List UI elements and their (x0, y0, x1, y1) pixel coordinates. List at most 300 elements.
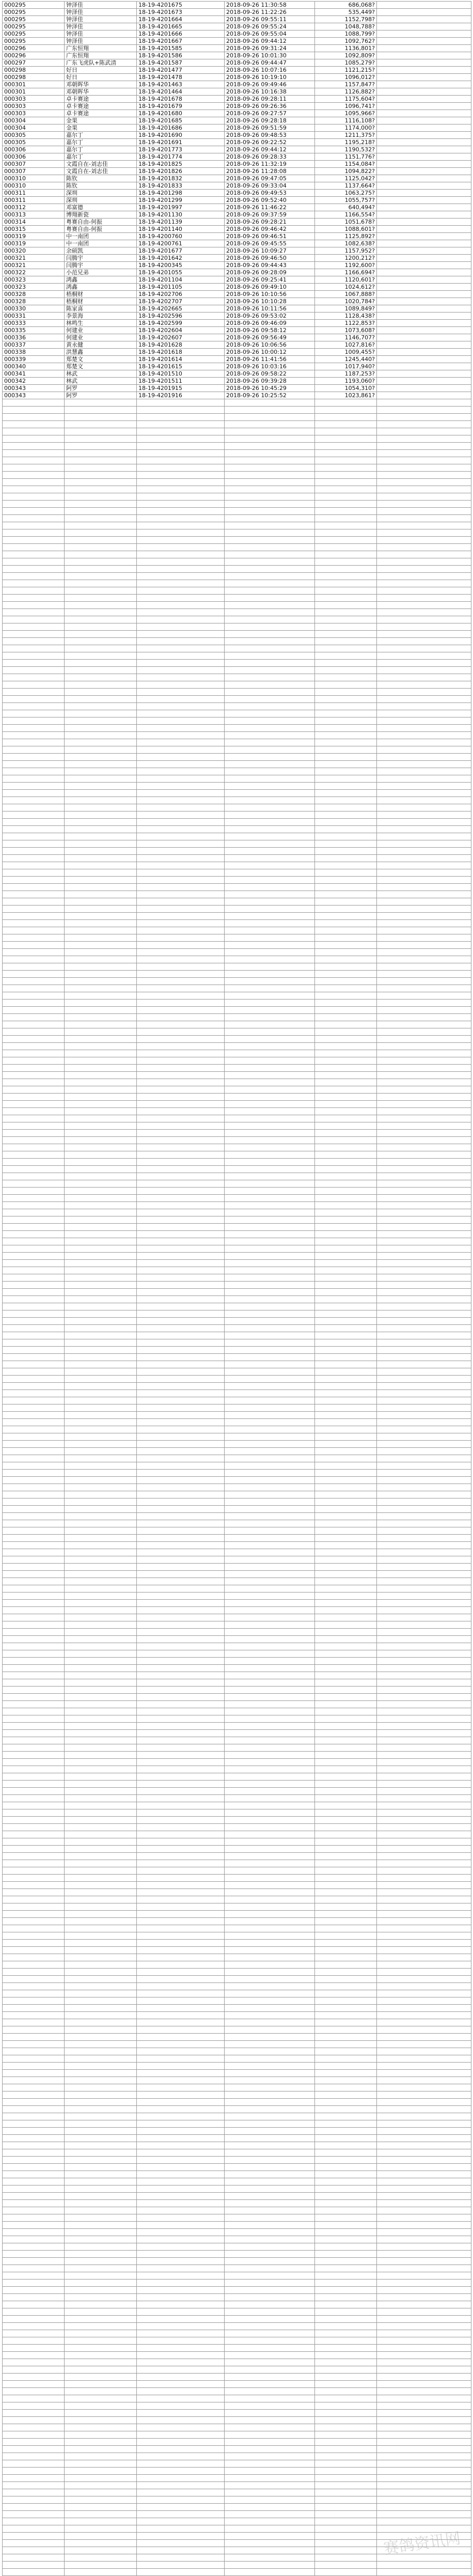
empty-cell (377, 1339, 471, 1347)
empty-cell (377, 233, 471, 240)
empty-cell (225, 1947, 315, 1954)
empty-cell (3, 2185, 65, 2193)
empty-cell (377, 1614, 471, 1621)
speed-cell: 1067,888? (315, 291, 377, 298)
empty-cell (65, 1759, 137, 1766)
empty-cell (137, 580, 225, 587)
empty-cell (225, 1390, 315, 1397)
empty-cell (3, 1737, 65, 1744)
empty-cell (315, 2345, 377, 2352)
empty-cell (137, 1448, 225, 1455)
ring-number-cell: 18-19-4201666 (137, 30, 225, 38)
empty-cell (225, 2178, 315, 2185)
team-id-cell: 000322 (3, 269, 65, 276)
arrival-time-cell: 2018-09-26 09:28:18 (225, 117, 315, 124)
empty-cell (377, 790, 471, 797)
empty-cell (377, 1282, 471, 1289)
empty-cell (225, 1542, 315, 1549)
team-name-cell: 钟泽佳 (65, 2, 137, 9)
empty-cell (65, 558, 137, 566)
empty-cell (225, 1310, 315, 1318)
empty-cell (377, 2402, 471, 2410)
table-row (3, 327, 471, 334)
team-id-cell: 000304 (3, 117, 65, 124)
empty-cell (137, 1636, 225, 1643)
empty-cell (315, 1144, 377, 1151)
empty-cell (315, 1896, 377, 1903)
speed-cell: 1051,678? (315, 218, 377, 226)
empty-cell (3, 2554, 65, 2562)
team-id-cell: 000338 (3, 349, 65, 356)
empty-cell (65, 1578, 137, 1585)
empty-cell (377, 1903, 471, 1911)
empty-cell (377, 1817, 471, 1824)
empty-cell (315, 2099, 377, 2106)
empty-cell (3, 790, 65, 797)
empty-cell (225, 529, 315, 537)
table-row (3, 2366, 471, 2374)
empty-cell (137, 1036, 225, 1043)
team-id-cell: 000314 (3, 218, 65, 226)
empty-cell (225, 1983, 315, 1990)
empty-cell (137, 1368, 225, 1376)
empty-cell (65, 1216, 137, 1224)
empty-cell (377, 2496, 471, 2504)
empty-cell (315, 1593, 377, 1600)
empty-cell (315, 1723, 377, 1730)
arrival-time-cell: 2018-09-26 11:30:58 (225, 2, 315, 9)
empty-cell (315, 1715, 377, 1723)
arrival-time-cell: 2018-09-26 10:06:56 (225, 341, 315, 349)
table-row (3, 1253, 471, 1260)
empty-cell (377, 464, 471, 472)
empty-cell (225, 1361, 315, 1368)
empty-cell (65, 407, 137, 414)
empty-cell (137, 1014, 225, 1021)
table-row (3, 1990, 471, 1997)
empty-cell (3, 1477, 65, 1484)
empty-cell (377, 479, 471, 486)
empty-cell (65, 768, 137, 775)
empty-cell (225, 486, 315, 493)
empty-cell (315, 2258, 377, 2265)
empty-cell (137, 1961, 225, 1969)
empty-cell (377, 2026, 471, 2034)
table-row (3, 2562, 471, 2569)
empty-cell (65, 739, 137, 746)
empty-cell (65, 1455, 137, 1462)
empty-cell (3, 1014, 65, 1021)
empty-cell (137, 399, 225, 407)
empty-cell (315, 1448, 377, 1455)
empty-cell (137, 1426, 225, 1433)
team-name-cell: 金果 (65, 124, 137, 132)
empty-cell (3, 558, 65, 566)
ring-number-cell: 18-19-4201678 (137, 96, 225, 103)
table-row (3, 1520, 471, 1527)
table-row (3, 768, 471, 775)
empty-cell (377, 1918, 471, 1925)
empty-cell (225, 1520, 315, 1527)
empty-cell (137, 1419, 225, 1426)
empty-cell (137, 1643, 225, 1650)
table-row (3, 1188, 471, 1195)
empty-cell (137, 1585, 225, 1593)
empty-cell (315, 2540, 377, 2547)
empty-cell (377, 573, 471, 580)
empty-cell (3, 421, 65, 428)
team-name-cell: 博翔新瓷 (65, 211, 137, 218)
table-row (3, 421, 471, 428)
table-row (3, 746, 471, 754)
table-row (3, 840, 471, 848)
empty-cell (377, 2323, 471, 2330)
table-row (3, 623, 471, 631)
table-row (3, 1831, 471, 1838)
empty-cell (377, 1065, 471, 1072)
empty-cell (3, 840, 65, 848)
empty-cell (137, 1730, 225, 1737)
empty-cell (377, 2424, 471, 2431)
table-row (3, 1744, 471, 1752)
empty-cell (3, 1159, 65, 1166)
table-row (3, 2496, 471, 2504)
table-row (3, 305, 471, 313)
empty-cell (3, 746, 65, 754)
empty-cell (315, 609, 377, 616)
empty-cell (225, 1108, 315, 1115)
empty-cell (225, 1383, 315, 1390)
empty-cell (137, 2446, 225, 2453)
empty-cell (377, 291, 471, 298)
empty-cell (137, 2113, 225, 2120)
empty-cell (225, 2374, 315, 2381)
table-row (3, 1159, 471, 1166)
empty-cell (3, 1209, 65, 1216)
empty-cell (137, 421, 225, 428)
table-row (3, 1983, 471, 1990)
empty-cell (65, 1773, 137, 1781)
empty-cell (377, 2164, 471, 2171)
empty-cell (315, 2084, 377, 2091)
table-row (3, 1354, 471, 1361)
empty-cell (65, 1636, 137, 1643)
empty-cell (65, 1274, 137, 1282)
table-row (3, 501, 471, 508)
table-row (3, 689, 471, 696)
team-name-cell: 黄永健 (65, 341, 137, 349)
empty-cell (3, 1954, 65, 1961)
table-row (3, 16, 471, 23)
empty-cell (225, 920, 315, 927)
empty-cell (315, 1274, 377, 1282)
empty-cell (225, 725, 315, 732)
empty-cell (137, 1057, 225, 1065)
empty-cell (377, 1788, 471, 1795)
speed-cell: 686,068? (315, 2, 377, 9)
empty-cell (377, 2178, 471, 2185)
table-row (3, 2084, 471, 2091)
team-id-cell: 000295 (3, 16, 65, 23)
empty-cell (137, 1412, 225, 1419)
watermark: 赛鸽资讯网 (382, 2529, 462, 2558)
empty-cell (377, 1838, 471, 1846)
empty-cell (137, 1260, 225, 1267)
empty-cell (315, 1101, 377, 1108)
table-row (3, 2063, 471, 2070)
table-row (3, 942, 471, 949)
empty-cell (3, 645, 65, 652)
table-row (3, 1426, 471, 1433)
ring-number-cell: 18-19-4201586 (137, 52, 225, 59)
empty-cell (225, 1122, 315, 1130)
empty-cell (225, 1028, 315, 1036)
empty-cell (225, 2113, 315, 2120)
empty-cell (137, 2468, 225, 2475)
empty-cell (3, 2120, 65, 2128)
empty-cell (3, 992, 65, 1000)
empty-cell (65, 1122, 137, 1130)
empty-cell (225, 1896, 315, 1903)
team-id-cell: 000341 (3, 370, 65, 378)
team-name-cell: 嘉尔丁 (65, 146, 137, 153)
empty-cell (3, 1260, 65, 1267)
arrival-time-cell: 2018-09-26 11:41:56 (225, 356, 315, 363)
empty-cell (65, 2562, 137, 2569)
empty-cell (137, 1498, 225, 1506)
table-row (3, 2272, 471, 2280)
empty-cell (225, 558, 315, 566)
empty-cell (65, 681, 137, 689)
empty-cell (3, 414, 65, 421)
empty-cell (377, 1701, 471, 1708)
empty-cell (3, 1860, 65, 1867)
table-row (3, 30, 471, 38)
empty-cell (315, 992, 377, 1000)
empty-cell (65, 761, 137, 768)
empty-cell (377, 2070, 471, 2077)
empty-cell (137, 652, 225, 660)
empty-cell (137, 826, 225, 833)
empty-cell (3, 1455, 65, 1462)
arrival-time-cell: 2018-09-26 09:46:09 (225, 320, 315, 327)
empty-cell (137, 1151, 225, 1159)
empty-cell (65, 2468, 137, 2475)
empty-cell (3, 2525, 65, 2533)
empty-cell (377, 30, 471, 38)
empty-cell (377, 486, 471, 493)
empty-cell (137, 1752, 225, 1759)
empty-cell (315, 1433, 377, 1441)
table-row (3, 1600, 471, 1607)
empty-cell (65, 1875, 137, 1882)
empty-cell (3, 1730, 65, 1737)
empty-cell (225, 1347, 315, 1354)
empty-cell (377, 1491, 471, 1498)
empty-cell (225, 638, 315, 645)
table-row (3, 2316, 471, 2323)
table-row (3, 320, 471, 327)
empty-cell (377, 501, 471, 508)
empty-cell (377, 1007, 471, 1014)
empty-cell (65, 725, 137, 732)
empty-cell (315, 790, 377, 797)
empty-cell (65, 1101, 137, 1108)
empty-cell (225, 717, 315, 725)
empty-cell (3, 551, 65, 558)
empty-cell (65, 2128, 137, 2135)
empty-cell (377, 305, 471, 313)
empty-cell (137, 537, 225, 544)
empty-cell (377, 1593, 471, 1600)
empty-cell (137, 1282, 225, 1289)
empty-cell (65, 1694, 137, 1701)
table-row (3, 992, 471, 1000)
empty-cell (315, 529, 377, 537)
empty-cell (3, 1021, 65, 1028)
empty-cell (377, 1867, 471, 1875)
empty-cell (137, 869, 225, 877)
empty-cell (377, 2019, 471, 2026)
empty-cell (137, 1347, 225, 1354)
empty-cell (65, 1108, 137, 1115)
empty-cell (225, 457, 315, 464)
arrival-time-cell: 2018-09-26 11:46:22 (225, 204, 315, 211)
empty-cell (315, 2504, 377, 2511)
empty-cell (3, 2243, 65, 2251)
empty-cell (137, 689, 225, 696)
team-id-cell: 000303 (3, 110, 65, 117)
empty-cell (225, 1701, 315, 1708)
empty-cell (3, 407, 65, 414)
empty-cell (315, 717, 377, 725)
empty-cell (65, 2460, 137, 2468)
empty-cell (65, 2511, 137, 2518)
empty-cell (225, 1969, 315, 1976)
empty-cell (225, 1419, 315, 1426)
empty-cell (3, 934, 65, 942)
empty-cell (377, 1650, 471, 1658)
empty-cell (225, 1658, 315, 1665)
arrival-time-cell: 2018-09-26 09:55:11 (225, 16, 315, 23)
table-row (3, 1376, 471, 1383)
empty-cell (377, 1715, 471, 1723)
empty-cell (137, 645, 225, 652)
empty-cell (3, 1216, 65, 1224)
empty-cell (377, 1441, 471, 1448)
arrival-time-cell: 2018-09-26 09:25:41 (225, 276, 315, 284)
ring-number-cell: 18-19-4201690 (137, 132, 225, 139)
empty-cell (315, 913, 377, 920)
empty-cell (65, 573, 137, 580)
empty-cell (137, 2012, 225, 2019)
arrival-time-cell: 2018-09-26 09:37:59 (225, 211, 315, 218)
team-id-cell: 000303 (3, 103, 65, 110)
empty-cell (315, 2359, 377, 2366)
empty-cell (377, 855, 471, 862)
table-row (3, 240, 471, 247)
empty-cell (137, 1310, 225, 1318)
empty-cell (377, 840, 471, 848)
table-row (3, 1564, 471, 1571)
table-row (3, 2106, 471, 2113)
empty-cell (137, 1361, 225, 1368)
empty-cell (137, 2200, 225, 2207)
arrival-time-cell: 2018-09-26 09:52:40 (225, 197, 315, 204)
empty-cell (315, 1412, 377, 1419)
empty-cell (65, 529, 137, 537)
table-row (3, 1614, 471, 1621)
empty-cell (65, 1535, 137, 1542)
empty-cell (3, 1621, 65, 1629)
empty-cell (377, 146, 471, 153)
empty-cell (137, 1556, 225, 1564)
table-row (3, 1419, 471, 1426)
table-row (3, 2258, 471, 2265)
empty-cell (65, 537, 137, 544)
empty-cell (377, 450, 471, 457)
table-row (3, 211, 471, 218)
empty-cell (65, 2084, 137, 2091)
speed-cell: 1095,966? (315, 110, 377, 117)
empty-cell (65, 797, 137, 804)
empty-cell (377, 2236, 471, 2243)
empty-cell (315, 2120, 377, 2128)
empty-cell (225, 1289, 315, 1296)
empty-cell (3, 2366, 65, 2374)
empty-cell (3, 1318, 65, 1325)
team-name-cell: 阿罗 (65, 392, 137, 399)
empty-cell (225, 1593, 315, 1600)
empty-cell (315, 1224, 377, 1231)
empty-cell (315, 1231, 377, 1238)
table-row (3, 1766, 471, 1773)
speed-cell: 1157,847? (315, 81, 377, 88)
empty-cell (3, 732, 65, 739)
empty-cell (225, 2518, 315, 2525)
empty-cell (225, 1737, 315, 1744)
empty-cell (3, 609, 65, 616)
table-row (3, 1202, 471, 1209)
empty-cell (3, 1282, 65, 1289)
empty-cell (3, 2012, 65, 2019)
empty-cell (315, 2048, 377, 2055)
empty-cell (377, 2446, 471, 2453)
empty-cell (3, 1303, 65, 1310)
empty-cell (377, 2207, 471, 2214)
empty-cell (225, 775, 315, 783)
empty-cell (315, 1462, 377, 1470)
table-row (3, 2330, 471, 2337)
empty-cell (377, 9, 471, 16)
empty-cell (3, 2431, 65, 2439)
speed-cell: 1094,822? (315, 168, 377, 175)
empty-cell (3, 638, 65, 645)
empty-cell (137, 1339, 225, 1347)
table-row (3, 334, 471, 341)
table-row (3, 2128, 471, 2135)
empty-cell (3, 1007, 65, 1014)
empty-cell (377, 1853, 471, 1860)
empty-cell (377, 1658, 471, 1665)
empty-cell (65, 2251, 137, 2258)
speed-cell: 1009,455? (315, 349, 377, 356)
speed-cell: 1020,784? (315, 298, 377, 305)
empty-cell (225, 1245, 315, 1253)
ring-number-cell: 18-19-4201665 (137, 23, 225, 30)
ring-number-cell: 18-19-4201510 (137, 370, 225, 378)
team-id-cell: 000295 (3, 38, 65, 45)
